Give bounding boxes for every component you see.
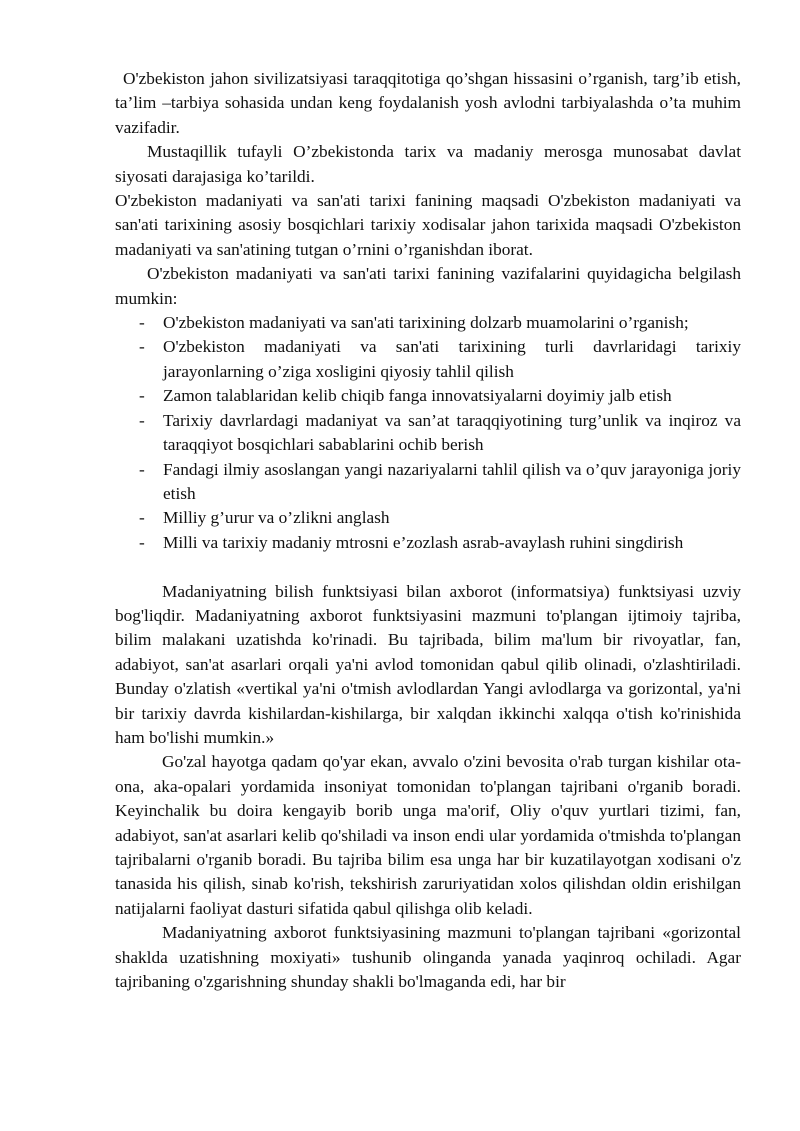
document-page	[115, 67, 741, 994]
list-item	[115, 506, 741, 530]
list-item-text: Milliy g’urur va o’zlikni anglash	[163, 508, 390, 528]
list-item-text: O'zbekiston madaniyati va san'ati tarixining dolzarb muamolarini o’rganish;	[163, 313, 689, 333]
paragraph-intro: O'zbekiston jahon sivilizatsiyasi taraqqitotiga qo’shgan hissasini o’rganish, targ’ib etish, ta’lim –tarbiya sohasida undan keng foydalanish yosh avlodni tarbiyalashda o’ta muhim vazifadir.	[115, 69, 741, 137]
paragraph-information-function: Madaniyatning bilish funktsiyasi bilan axborot (informatsiya) funktsiyasi uzviy bog'liqdir. Madaniyatning axborot funktsiyasini mazmuni to'plangan ijtimoiy tajriba, bilim malakani uzatishda ko'rinadi. Bu tajribada, bilim ma'lum bir rivoyatlar, fan, adabiyot, san'at asarlari orqali ya'ni avlod tomonidan qabul qilib olinadi, o'zlashtiriladi. Bunday o'zlatish «vertikal ya'ni o'tmish avlodlardan Yangi avlodlarga va gorizontal, ya'ni bir tarixiy davrda kishilardan-kishilarga, bir xalqdan ikkinchi xalqqa o'tish ko'rinishida ham bo'lishi mumkin.»	[115, 581, 741, 747]
list-dash: -	[139, 508, 145, 528]
list-item-text: Fandagi ilmiy asoslangan yangi nazariyalarni tahlil qilish va o’quv jarayoniga joriy etish	[163, 459, 741, 503]
list-item-text: Zamon talablaridan kelib chiqib fanga innovatsiyalarni doyimiy jalb etish	[163, 386, 672, 406]
list-item	[115, 531, 741, 555]
paragraph-independence: Mustaqillik tufayli O’zbekistonda tarix va madaniy merosga munosabat davlat siyosati darajasiga ko’tarildi.	[115, 142, 741, 186]
list-dash: -	[139, 337, 145, 357]
list-dash: -	[139, 386, 145, 406]
list-item	[115, 335, 741, 384]
list-item	[115, 458, 741, 507]
paragraph-course-goal: O'zbekiston madaniyati va san'ati tarixi fanining maqsadi O'zbekiston madaniyati va san'ati tarixining asosiy bosqichlari tarixiy xodisalar jahon tarixida maqsadi O'zbekiston madaniyati va san'atining tutgan o’rnini o’rganishdan iborat.	[115, 191, 741, 259]
paragraph-experience: Go'zal hayotga qadam qo'yar ekan, avvalo o'zini bevosita o'rab turgan kishilar ota-ona, aka-opalari yordamida insoniyat tomonidan to'plangan tajribani o'rganib boradi. Keyinchalik bu doira kengayib borib unga ma'orif, Oliy o'quv yurtlari tizimi, fan, adabiyot, san'at asarlari kelib qo'shiladi va inson endi ular yordamida o'tmishda to'plangan tajribalarni o'rganib boradi. Bu tajriba bilim esa unga har bir kuzatilayotgan xodisani o'z tanasida his qilish, sinab ko'rish, tekshirish zaruriyatidan xolos qilishdan oldin erishilgan natijalarni faoliyat dasturi sifatida qabul qilishga olib keladi.	[115, 752, 741, 918]
list-dash: -	[139, 459, 145, 479]
list-item-text: Milli va tarixiy madaniy mtrosni e’zozlash asrab-avaylash ruhini singdirish	[163, 532, 684, 552]
list-item	[115, 384, 741, 408]
list-dash: -	[139, 532, 145, 552]
list-dash: -	[139, 410, 145, 430]
paragraph-horizontal-transfer: Madaniyatning axborot funktsiyasining mazmuni to'plangan tajribani «gorizontal shaklda uzatishning moxiyati» tushunib olinganda yanada yaqinroq ochiladi. Agar tajribaning o'zgarishning shunday shakli bo'lmaganda edi, har bir	[115, 923, 741, 992]
list-dash: -	[139, 313, 145, 333]
list-item-text: O'zbekiston madaniyati va san'ati tarixining turli davrlaridagi tarixiy jarayonlarning o’ziga xosligini qiyosiy tahlil qilish	[163, 337, 741, 381]
paragraph-spacer	[115, 555, 741, 579]
list-item-text: Tarixiy davrlardagi madaniyat va san’at taraqqiyotining turg’unlik va inqiroz va taraqqiyot bosqichlari sabablarini ochib berish	[163, 410, 741, 455]
paragraph-course-tasks: O'zbekiston madaniyati va san'ati tarixi fanining vazifalarini quyidagicha belgilash mumkin:	[115, 264, 741, 308]
tasks-list	[115, 311, 741, 555]
list-item	[115, 409, 741, 458]
list-item	[115, 311, 741, 335]
